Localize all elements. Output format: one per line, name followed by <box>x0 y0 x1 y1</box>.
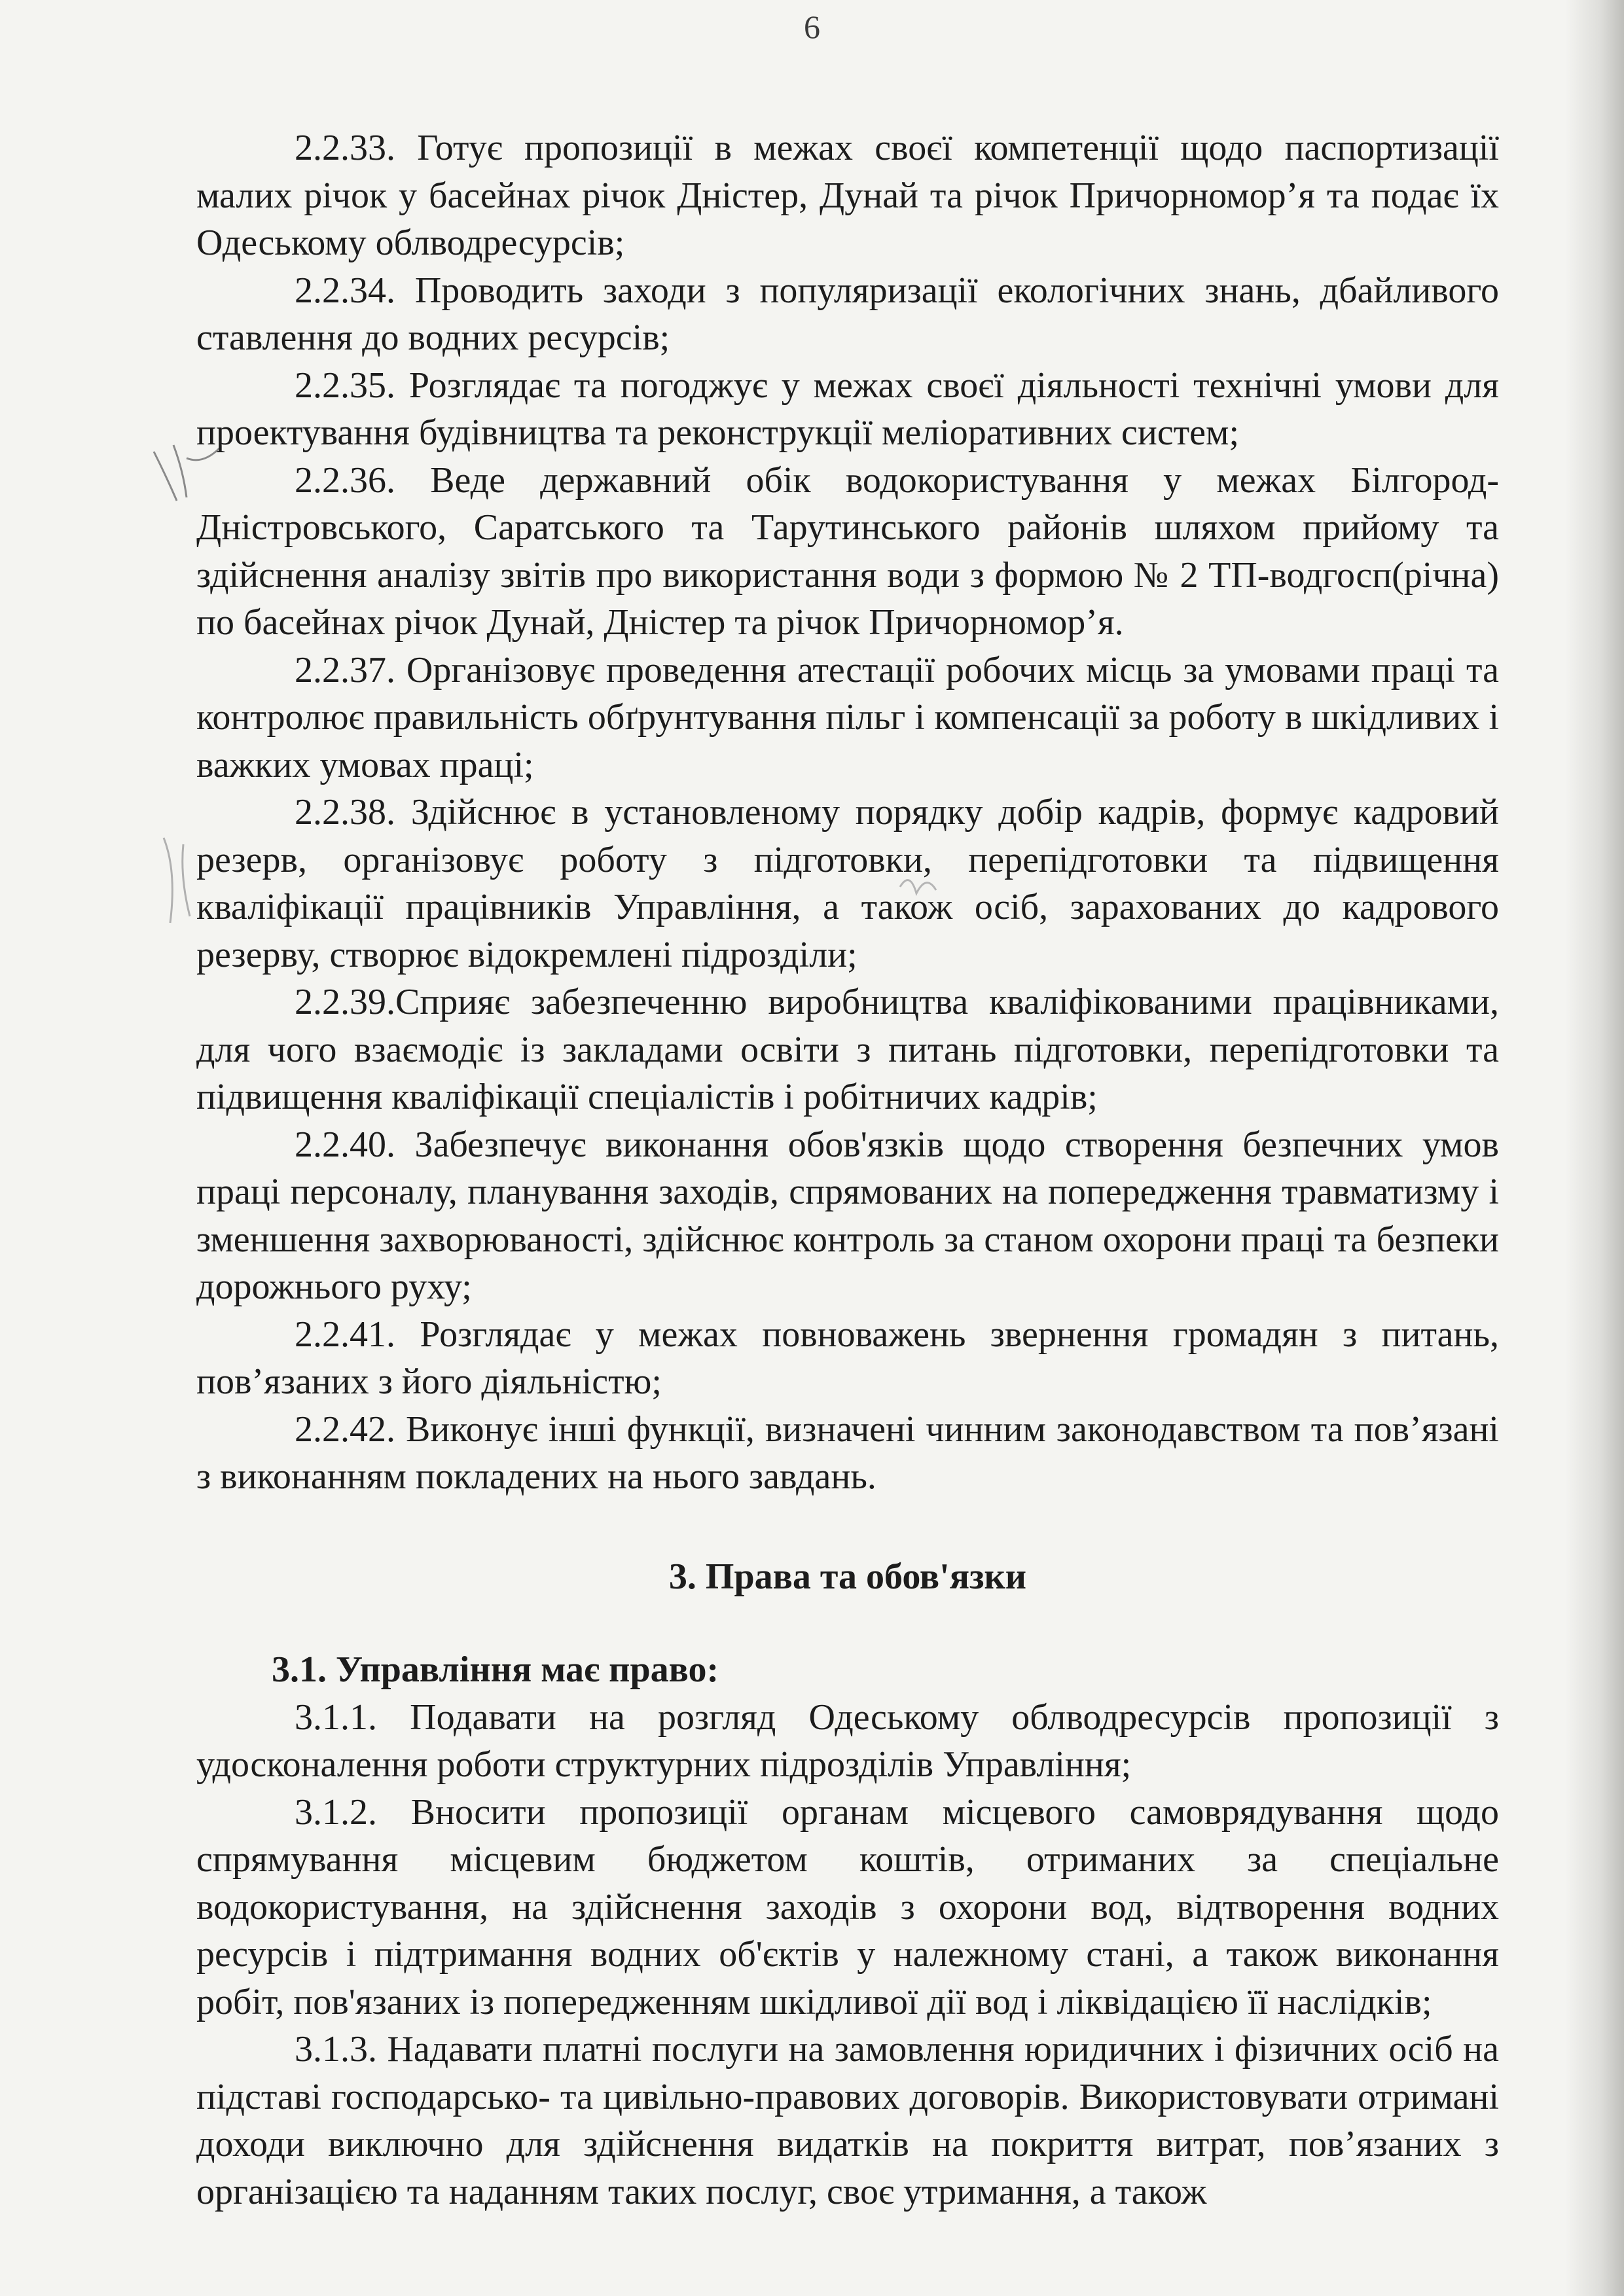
paragraph-2-2-37: 2.2.37. Організовує проведення атестації робочих місць за умовами праці та контролює правильність обґрунтування пільг і компенсації за роботу в шкідливих і важких умовах праці; <box>196 649 1499 785</box>
paragraph-3-1-1: 3.1.1. Подавати на розгляд Одеському облводресурсів пропозиції з удосконалення роботи структурних підрозділів Управління; <box>196 1696 1499 1785</box>
section-title: 3. Права та обов'язки <box>668 1556 1027 1597</box>
paragraph-2-2-39: 2.2.39.Сприяє забезпеченню виробництва кваліфікованими працівниками, для чого взаємодіє із закладами освіти з питань підготовки, перепідготовки та підвищення кваліфікації спеціалістів і робітничих кадрів; <box>196 982 1499 1117</box>
document-body <box>196 124 1499 2215</box>
paragraph-2-2-41: 2.2.41. Розглядає у межах повноважень звернення громадян з питань, пов’язаних з його діяльністю; <box>196 1314 1499 1402</box>
paragraph-2-2-35: 2.2.35. Розглядає та погоджує у межах своєї діяльності технічні умови для проектування будівництва та реконструкції меліоративних систем; <box>196 365 1499 453</box>
paragraph-2-2-33: 2.2.33. Готує пропозиції в межах своєї компетенції щодо паспортизації малих річок у басейнах річок Дністер, Дунай та річок Причорномор’я та подає їх Одеському облводресурсів; <box>196 128 1499 263</box>
paragraph-2-2-42: 2.2.42. Виконує інші функції, визначені чинним законодавством та пов’язані з виконанням покладених на нього завдань. <box>196 1408 1499 1497</box>
scan-edge-shadow <box>1565 0 1624 2296</box>
subsection-title: 3.1. Управління має право: <box>272 1649 719 1690</box>
handwritten-mark-2 <box>151 831 203 929</box>
paragraph-3-1-3: 3.1.3. Надавати платні послуги на замовлення юридичних і фізичних осіб на підставі господарсько- та цивільно-правових договорів. Використовувати отримані доходи виключно для здійснення видатків на покриття витрат, пов’язаних з організацією та наданням таких послуг, своє утримання, а також <box>196 2029 1499 2212</box>
paragraph-2-2-34: 2.2.34. Проводить заходи з популяризації екологічних знань, дбайливого ставлення до водних ресурсів; <box>196 270 1499 358</box>
page-number: 6 <box>804 9 820 45</box>
paragraph-2-2-40: 2.2.40. Забезпечує виконання обов'язків щодо створення безпечних умов праці персоналу, планування заходів, спрямованих на попередження травматизму і зменшення захворюваності, здійснює контроль за станом охорони праці та безпеки дорожнього руху; <box>196 1124 1499 1307</box>
paragraph-2-2-36: 2.2.36. Веде державний обік водокористування у межах Білгород-Дністровського, Саратського та Тарутинського районів шляхом прийому та здійснення аналізу звітів про використання води з формою № 2 ТП-водгосп(річна) по басейнах річок Дунай, Дністер та річок Причорномор’я. <box>196 459 1499 643</box>
paragraph-2-2-38: 2.2.38. Здійснює в установленому порядку добір кадрів, формує кадровий резерв, організовує роботу з підготовки, перепідготовки та підвищення кваліфікації працівників Управління, а також осіб, зарахованих до кадрового резерву, створює відокремлені підрозділи; <box>196 792 1499 975</box>
paragraph-3-1-2: 3.1.2. Вносити пропозиції органам місцевого самоврядування щодо спрямування місцевим бюджетом коштів, отриманих за спеціальне водокористування, на здійснення заходів з охорони вод, відтворення водних ресурсів і підтримання водних об'єктів у належному стані, а також виконання робіт, пов'язаних із попередженням шкідливої дії вод і ліквідацією її наслідків; <box>196 1791 1499 2022</box>
